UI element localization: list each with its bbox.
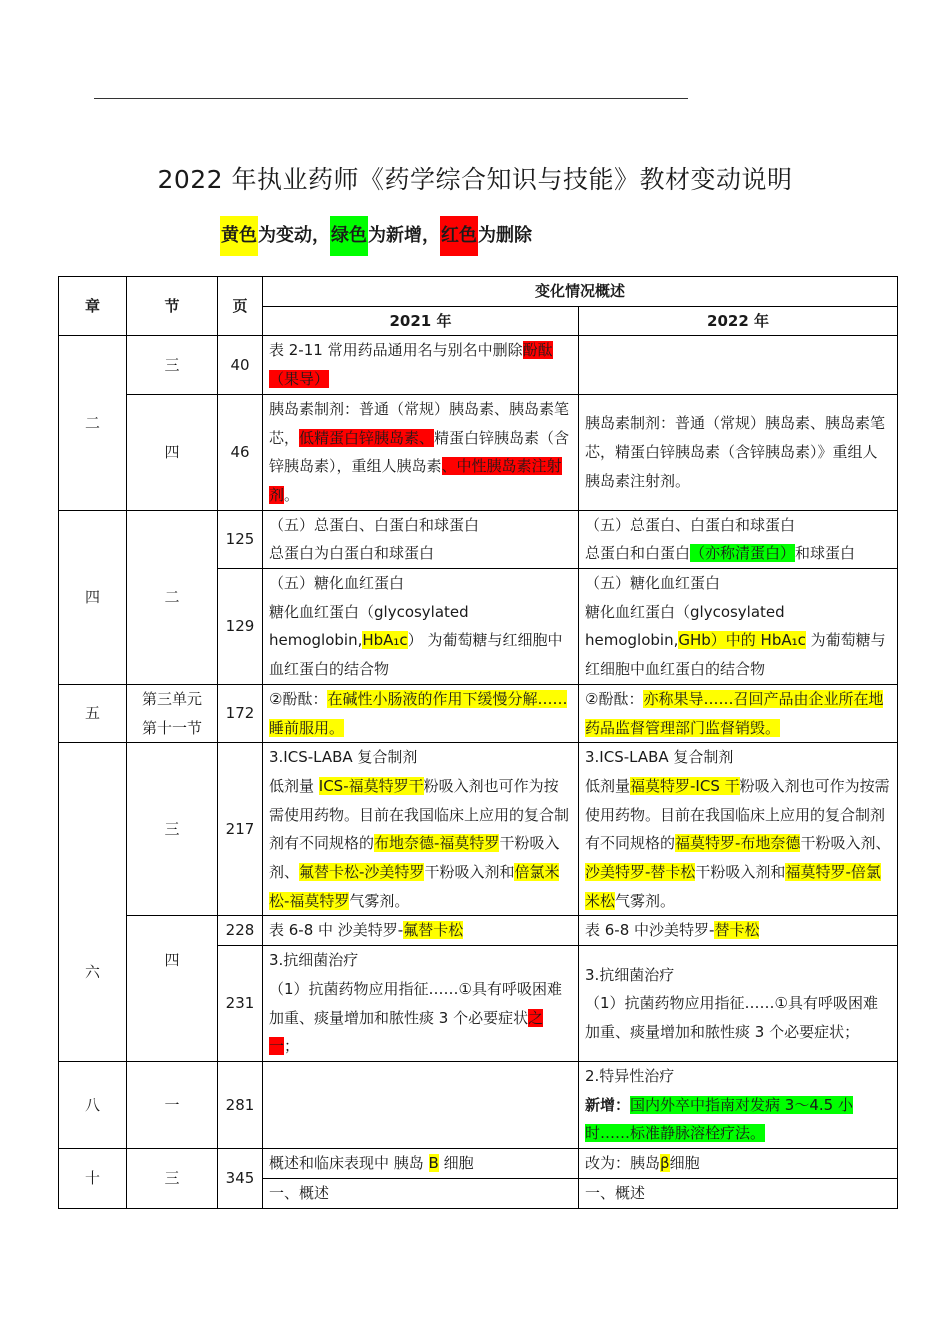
- section-cell: [127, 684, 218, 742]
- text-run: （五）总蛋白、白蛋白和球蛋白: [585, 515, 796, 534]
- changed-text: ICS-福莫特罗干: [318, 776, 424, 795]
- text-2021: [263, 946, 579, 1062]
- text-run: 干粉吸入剂、: [800, 834, 891, 853]
- changed-text: 布地奈德-福莫特罗: [374, 834, 500, 853]
- text-2022: [579, 946, 898, 1062]
- header-section: 节: [127, 277, 218, 336]
- legend-red-text: 为删除: [478, 225, 532, 246]
- legend-yellow-text: 为变动，: [258, 225, 330, 246]
- deleted-text: （果导）: [269, 370, 330, 389]
- changed-text: HbA₁c: [362, 631, 408, 650]
- legend-red: 红色: [440, 216, 478, 256]
- deleted-text: 、中性胰岛素注射剂: [269, 457, 562, 504]
- text-run: 3.抗细菌治疗: [269, 951, 359, 970]
- text-2021: 一、概述: [263, 1178, 579, 1208]
- page-cell: 217: [218, 743, 263, 916]
- header-summary: 变化情况概述: [263, 277, 898, 307]
- table-row: [59, 743, 898, 916]
- text-run: 干粉吸入剂、: [269, 834, 560, 882]
- text-run: 总蛋白和白蛋白: [585, 544, 691, 563]
- table-row: [59, 336, 898, 394]
- text-run: ；: [284, 1037, 300, 1056]
- table-row: [59, 684, 898, 742]
- text-run: 和球蛋白: [795, 544, 856, 563]
- text-run: （五）糖化血红蛋白: [585, 574, 721, 593]
- table-row: [59, 394, 898, 510]
- text-run: 表 6-8 中 沙美特罗-: [269, 921, 404, 940]
- header-2022: 2022 年: [579, 306, 898, 336]
- text-run: 细胞: [669, 1154, 700, 1173]
- text-run: 改为：胰岛: [585, 1154, 661, 1173]
- text-run: 干粉吸入剂和: [695, 863, 786, 882]
- text-run: 。: [284, 485, 300, 504]
- legend-green-text: 为新增，: [368, 225, 440, 246]
- text-2022: [579, 743, 898, 916]
- text-2021: [263, 336, 579, 394]
- changes-table: [58, 276, 898, 1209]
- changed-text: 福莫特罗-布地奈德: [675, 834, 801, 853]
- text-2022: [579, 1061, 898, 1148]
- text-run: （五）糖化血红蛋白: [269, 574, 405, 593]
- text-2022: [579, 510, 898, 568]
- text-run: 表 6-8 中沙美特罗-: [585, 921, 715, 940]
- page-cell: 231: [218, 946, 263, 1062]
- text-2022: [579, 1149, 898, 1179]
- new-label: 新增：: [585, 1095, 631, 1114]
- page-cell: 129: [218, 569, 263, 685]
- changed-text: 亦称果导……召回产品由企业所在地药品监督管理部门监督销毁。: [585, 689, 884, 737]
- text-run: 气雾剂。: [615, 891, 676, 910]
- text-run: ②酚酞：: [269, 689, 328, 708]
- text-run: 表 2-11 常用药品通用名与别名中删除: [269, 341, 523, 360]
- page-cell: 228: [218, 916, 263, 946]
- text-run: 胰岛素制剂：普通（常规）胰岛素、胰岛素笔芯，精蛋白锌胰岛素（含锌胰岛素）》重组人胰岛素注射剂。: [585, 414, 886, 490]
- deleted-text: 之一: [269, 1008, 544, 1056]
- text-run: 粉吸入剂也可作为按需使用药物。目前在我国临床上应用的复合制剂有不同规格的: [585, 776, 890, 853]
- table-row: [59, 1061, 898, 1148]
- text-run: （五）总蛋白、白蛋白和球蛋白: [269, 515, 480, 534]
- page-cell: 172: [218, 684, 263, 742]
- text-2022: [579, 684, 898, 742]
- added-text: （亦称清蛋白）: [690, 544, 796, 563]
- chapter-cell: 四: [59, 510, 127, 684]
- text-2022: [579, 336, 898, 394]
- changed-text: 福莫特罗-倍氯米松: [585, 863, 881, 910]
- section-cell: 三: [127, 743, 218, 916]
- text-run: 干粉吸入剂和: [424, 863, 515, 882]
- page-cell: 281: [218, 1061, 263, 1148]
- deleted-text: 低精蛋白锌胰岛素、: [299, 428, 435, 447]
- changed-text: β: [660, 1154, 670, 1173]
- color-legend: [220, 216, 532, 256]
- text-2021: [263, 1061, 579, 1148]
- text-2022: 一、概述: [579, 1178, 898, 1208]
- text-run: 粉吸入剂也可作为按需使用药物。目前在我国临床上应用的复合制剂有不同规格的: [269, 776, 570, 853]
- table-row: [59, 510, 898, 568]
- text-2021: [263, 394, 579, 510]
- text-run: 2.特异性治疗: [585, 1066, 675, 1085]
- section-cell: 三: [127, 1149, 218, 1208]
- changed-text: 氟替卡松-沙美特罗: [299, 863, 425, 882]
- header-chapter: 章: [59, 277, 127, 336]
- text-run: 细胞: [438, 1154, 474, 1173]
- chapter-cell: 八: [59, 1061, 127, 1148]
- text-2022: [579, 569, 898, 685]
- text-2021: [263, 684, 579, 742]
- text-run: 概述和临床表现中 胰岛: [269, 1154, 429, 1173]
- text-run: 低剂量: [269, 776, 319, 795]
- text-run: 3.抗细菌治疗: [585, 965, 675, 984]
- header-page: 页: [218, 277, 263, 336]
- section-cell: 四: [127, 916, 218, 1062]
- changed-text: 沙美特罗-替卡松: [585, 863, 696, 882]
- text-2021: [263, 916, 579, 946]
- page-cell: 40: [218, 336, 263, 394]
- header-rule: [94, 98, 688, 99]
- text-2021: [263, 569, 579, 685]
- changed-text: 倍氯米松-福莫特罗: [269, 863, 560, 910]
- legend-green: 绿色: [330, 216, 368, 256]
- text-2022: [579, 916, 898, 946]
- text-run: 糖化血红蛋白（glycosylated hemoglobin,: [269, 602, 469, 650]
- header-2021: 2021 年: [263, 306, 579, 336]
- page-cell: 125: [218, 510, 263, 568]
- table-row: [59, 1149, 898, 1179]
- text-2021: [263, 743, 579, 916]
- text-run: （1）抗菌药物应用指征……①具有呼吸困难加重、痰量增加和脓性痰 3 个必要症状: [269, 979, 562, 1027]
- text-run: 为葡萄糖与红细胞中血红蛋白的结合物: [585, 631, 886, 679]
- chapter-cell: 二: [59, 336, 127, 510]
- changed-text: B: [428, 1154, 439, 1173]
- deleted-text: 酚酞: [522, 341, 553, 360]
- text-2021: [263, 1149, 579, 1179]
- text-run: 总蛋白为白蛋白和球蛋白: [269, 544, 435, 563]
- text-run: ） 为葡萄糖与红细胞中血红蛋白的结合物: [269, 631, 563, 679]
- table-row: [59, 916, 898, 946]
- text-run: 3.ICS-LABA 复合制剂: [269, 748, 418, 767]
- changed-text: 福莫特罗-ICS 干: [630, 776, 740, 795]
- legend-yellow: 黄色: [220, 216, 258, 256]
- chapter-cell: 六: [59, 743, 127, 1062]
- page-cell: 46: [218, 394, 263, 510]
- section-cell: 三: [127, 336, 218, 394]
- text-run: 糖化血红蛋白（glycosylated hemoglobin,: [585, 602, 785, 650]
- text-run: （1）抗菌药物应用指征……①具有呼吸困难加重、痰量增加和脓性痰 3 个必要症状；: [585, 994, 878, 1041]
- changed-text: GHb）中的 HbA₁c: [678, 631, 806, 650]
- section-cell: 二: [127, 510, 218, 684]
- page-cell: 345: [218, 1149, 263, 1208]
- changed-text: 氟替卡松: [403, 921, 464, 940]
- text-2022: [579, 394, 898, 510]
- section-line: 第十一节: [141, 718, 202, 737]
- text-run: 低剂量: [585, 776, 631, 795]
- chapter-cell: 五: [59, 684, 127, 742]
- section-cell: 四: [127, 394, 218, 510]
- changed-text: 在碱性小肠液的作用下缓慢分解……睡前服用。: [269, 689, 568, 737]
- text-run: 3.ICS-LABA 复合制剂: [585, 748, 734, 767]
- added-text: 国内外卒中指南对发病 3～4.5 小时……标准静脉溶栓疗法。: [585, 1095, 853, 1143]
- text-run: 气雾剂。: [349, 891, 410, 910]
- page-title: 2022 年执业药师《药学综合知识与技能》教材变动说明: [157, 165, 793, 194]
- section-cell: 一: [127, 1061, 218, 1148]
- chapter-cell: 十: [59, 1149, 127, 1208]
- text-2021: [263, 510, 579, 568]
- text-run: ②酚酞：: [585, 689, 644, 708]
- changed-text: 替卡松: [714, 921, 760, 940]
- section-line: 第三单元: [141, 689, 202, 708]
- text-run: 胰岛素制剂：普通（常规）胰岛素、胰岛素笔芯，: [269, 399, 570, 447]
- text-run: 精蛋白锌胰岛素（含锌胰岛素），重组人胰岛素: [269, 428, 570, 476]
